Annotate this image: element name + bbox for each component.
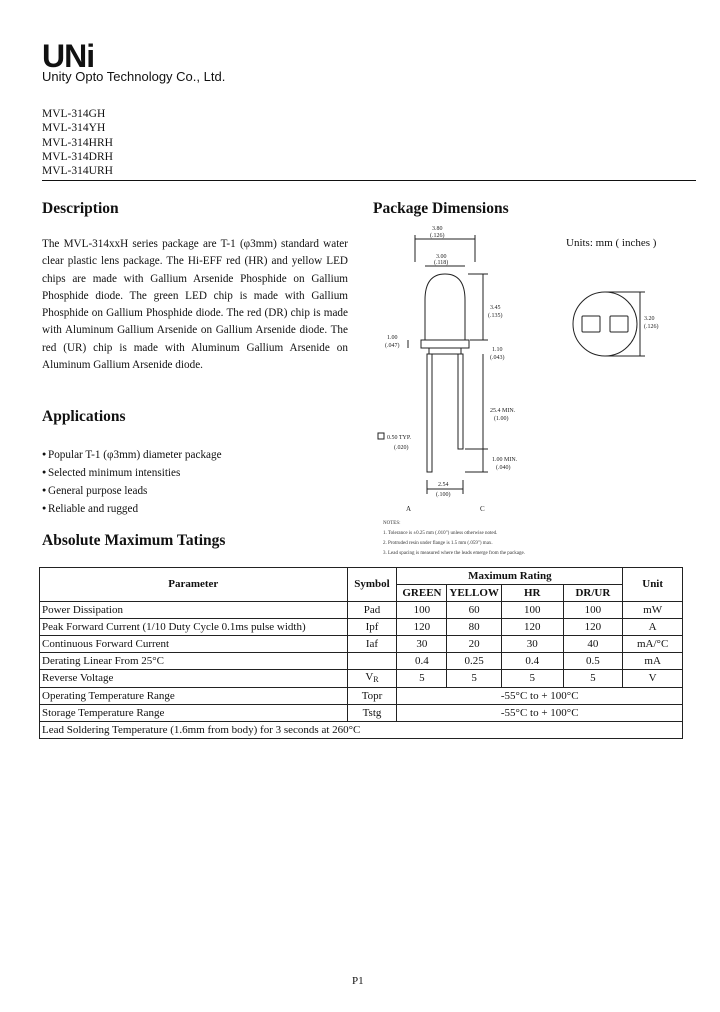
model-number: MVL-314GH <box>42 108 106 120</box>
dim-label: 0.50 TYP. <box>387 435 412 441</box>
header-divider <box>42 180 696 181</box>
symbol-main: V <box>365 671 374 683</box>
cell-value: 5 <box>501 670 563 688</box>
table-row <box>40 722 683 739</box>
cell-param: Storage Temperature Range <box>40 705 348 722</box>
anode-label: A <box>406 505 412 512</box>
cell-value: 5 <box>447 670 502 688</box>
cell-value: 40 <box>563 636 623 653</box>
cell-value: 120 <box>397 619 447 636</box>
table-row <box>40 705 683 722</box>
cell-value: 0.4 <box>501 653 563 670</box>
cell-value: 100 <box>397 602 447 619</box>
cell-symbol <box>347 670 397 688</box>
cell-value: 120 <box>501 619 563 636</box>
package-drawing <box>370 222 690 512</box>
cell-param: Operating Temperature Range <box>40 688 348 705</box>
company-name: Unity Opto Technology Co., Ltd. <box>42 69 226 84</box>
header-color: GREEN <box>397 585 447 602</box>
cell-value: 100 <box>563 602 623 619</box>
header-parameter: Parameter <box>40 568 348 602</box>
table-row <box>40 619 683 636</box>
dim-label: 1.00 MIN. <box>492 457 518 463</box>
cell-value: 0.25 <box>447 653 502 670</box>
cell-unit: mW <box>623 602 683 619</box>
cell-symbol <box>347 653 397 670</box>
note-line: 1. Tolerance is ±0.25 mm (.010") unless otherwise noted. <box>383 531 498 536</box>
dim-label: (.047) <box>385 343 400 349</box>
header-max-rating: Maximum Rating <box>397 568 623 585</box>
symbol-subscript: R <box>373 675 379 684</box>
dim-label: (.126) <box>430 233 445 239</box>
side-view <box>573 292 637 356</box>
dim-label: 3.45 <box>490 305 501 311</box>
side-view-pad <box>582 316 600 332</box>
cathode-lead <box>458 354 463 449</box>
lens-body <box>425 274 465 340</box>
dim-label: (.020) <box>394 445 409 451</box>
cell-value: 30 <box>397 636 447 653</box>
cell-param: Derating Linear From 25°C <box>40 653 348 670</box>
dim-label: (.118) <box>434 260 449 266</box>
list-item: ● General purpose leads <box>42 482 222 500</box>
cell-value: 30 <box>501 636 563 653</box>
applications-list <box>42 446 222 518</box>
cell-range: -55°C to + 100°C <box>397 688 683 705</box>
description-text: The MVL-314xxH series package are T-1 (φ3mm) standard water clear plastic lens package. The Hi-EFF red (HR) and yellow LED chips are made with Gallium Arsenide Phosphide on Gallium Phosphide diode. The green LED chip is made with Gallium Phosphide on Gallium Phosphide diode. The red (DR) chip is made with Aluminum Gallium Arsenide on Gallium Arsenide diode. The red (UR) chip is made with Aluminum Gallium Arsenide on Aluminum Gallium Arsenide diode. <box>42 238 348 372</box>
table-row <box>40 602 683 619</box>
company-logo: UNi <box>42 38 95 74</box>
cell-range: -55°C to + 100°C <box>397 705 683 722</box>
model-list <box>42 107 113 178</box>
cell-value: 100 <box>501 602 563 619</box>
cell-value: 80 <box>447 619 502 636</box>
list-item: ● Reliable and rugged <box>42 500 222 518</box>
header-symbol: Symbol <box>347 568 397 602</box>
units-label: Units: mm ( inches ) <box>566 237 657 249</box>
cell-value: 5 <box>563 670 623 688</box>
table-row <box>40 670 683 688</box>
header-color: HR <box>501 585 563 602</box>
note-line: NOTES: <box>383 521 401 526</box>
table-row <box>40 688 683 705</box>
cell-value: 0.4 <box>397 653 447 670</box>
cell-value: 5 <box>397 670 447 688</box>
cell-value: 20 <box>447 636 502 653</box>
model-number: MVL-314DRH <box>42 150 113 163</box>
page-number: P1 <box>352 975 364 987</box>
flange <box>421 340 469 348</box>
dim-label: 3.80 <box>432 226 443 232</box>
note-line: 3. Lead spacing is measured where the leads emerge from the package. <box>383 551 525 556</box>
applications-heading: Applications <box>42 408 126 425</box>
table-row <box>40 653 683 670</box>
model-number: MVL-314HRH <box>42 136 113 149</box>
dim-label: (.100) <box>436 492 451 498</box>
ratings-heading: Absolute Maximum Tatings <box>42 532 226 549</box>
cell-value: 60 <box>447 602 502 619</box>
cell-symbol: Tstg <box>347 705 397 722</box>
dim-label: (.043) <box>490 355 505 361</box>
cell-symbol: Ipf <box>347 619 397 636</box>
model-number: MVL-314URH <box>42 165 113 178</box>
ratings-table <box>39 567 683 739</box>
model-number: MVL-314YH <box>42 122 106 135</box>
cell-unit: V <box>623 670 683 688</box>
list-item: ● Selected minimum intensities <box>42 464 222 482</box>
description-heading: Description <box>42 200 119 217</box>
dim-label: 3.00 <box>436 254 447 260</box>
package-heading: Package Dimensions <box>373 200 509 217</box>
dim-label: (.040) <box>496 465 511 471</box>
dim-label: 1.00 <box>387 335 398 341</box>
header-color: YELLOW <box>447 585 502 602</box>
cell-unit: mA/°C <box>623 636 683 653</box>
dim-label: (.135) <box>488 313 503 319</box>
table-header-row <box>40 568 683 585</box>
cell-footer: Lead Soldering Temperature (1.6mm from body) for 3 seconds at 260°C <box>40 722 683 739</box>
side-view-pad <box>610 316 628 332</box>
cell-unit: A <box>623 619 683 636</box>
cell-symbol: Pad <box>347 602 397 619</box>
cell-param: Continuous Forward Current <box>40 636 348 653</box>
dim-label: 3.20 <box>644 316 655 322</box>
note-line: 2. Protruded resin under flange is 1.5 mm (.059") max. <box>383 541 493 546</box>
cathode-label: C <box>480 505 485 512</box>
cell-value: 120 <box>563 619 623 636</box>
dim-label: 25.4 MIN. <box>490 408 516 414</box>
header-color: DR/UR <box>563 585 623 602</box>
list-item: ● Popular T-1 (φ3mm) diameter package <box>42 446 222 464</box>
cell-symbol: Iaf <box>347 636 397 653</box>
dim-label: (.126) <box>644 324 659 330</box>
anode-lead <box>427 354 432 472</box>
dim-label: 2.54 <box>438 482 449 488</box>
package-notes <box>383 519 525 559</box>
dim-label: (1.00) <box>494 416 509 422</box>
table-row <box>40 636 683 653</box>
dim-label: 1.10 <box>492 347 503 353</box>
cell-symbol: Topr <box>347 688 397 705</box>
cell-param: Reverse Voltage <box>40 670 348 688</box>
cell-param: Power Dissipation <box>40 602 348 619</box>
cell-value: 0.5 <box>563 653 623 670</box>
cell-unit: mA <box>623 653 683 670</box>
header-unit: Unit <box>623 568 683 602</box>
cell-param: Peak Forward Current (1/10 Duty Cycle 0.1ms pulse width) <box>40 619 348 636</box>
